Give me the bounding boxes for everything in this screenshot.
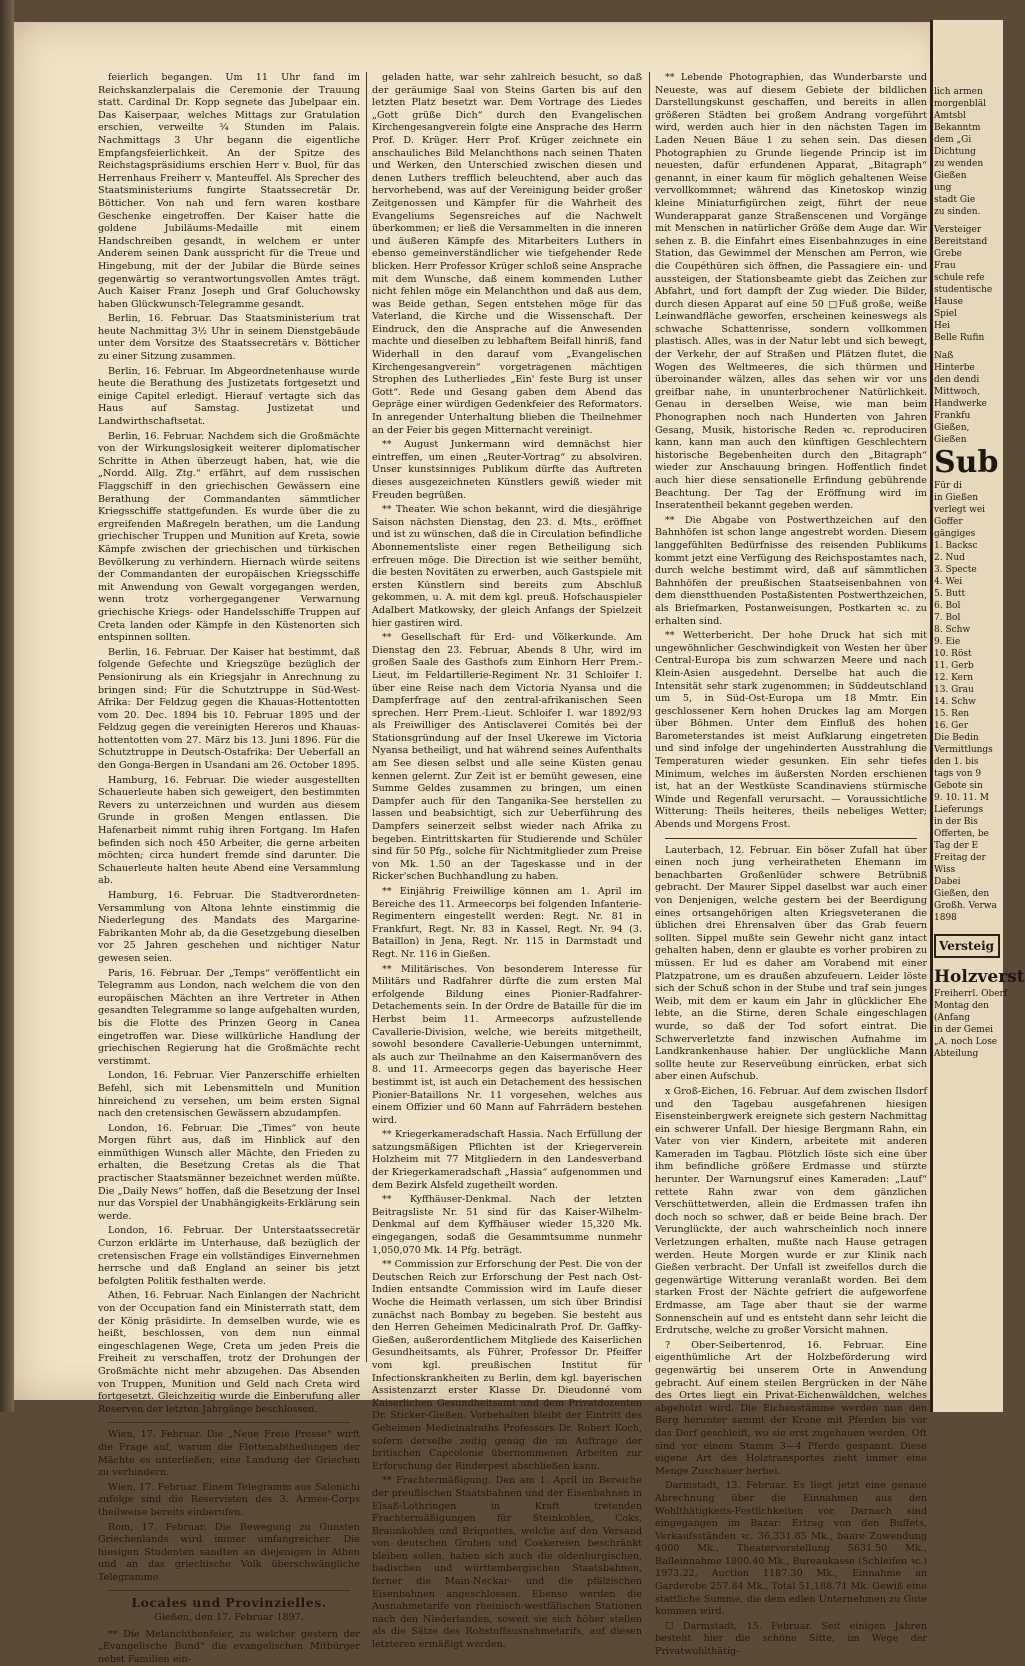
edge-box-heading: Versteig	[934, 934, 1000, 958]
edge-line: verlegt wei	[934, 505, 986, 515]
article-text: Wien, 17. Februar. Einem Telegramm aus Salonichi zufolge sind die Reservisten des 3. Armee-Corps theilweise bereits einberufen.	[98, 1481, 360, 1518]
column-1	[98, 72, 360, 1665]
edge-line: 5. Butt	[934, 589, 966, 599]
edge-line: Vermittlungs	[934, 745, 993, 755]
edge-line: 9. Eie	[934, 637, 961, 647]
section-divider	[108, 1422, 350, 1423]
edge-line: zu sinden.	[934, 207, 981, 217]
edge-line: 1898	[934, 913, 957, 923]
article-text: geladen hatte, war sehr zahlreich besucht, so daß der geräumige Saal von Steins Garten bis auf den letzten Platz besetzt war. Dem Vortrage des Liedes „Gott grüße Dich“ durch den Evangelischen Kirchengesangverein folgte eine Ansprache des Herrn Prof. D. Krüger. Herr Prof. Krüger zeichnete ein anschauliches Bild Melanchthons nach seinen Thaten und Werken, den Unterschied zwischen diesen und denen Luthers trefflich beleuchtend, aber auch das hervorhebend, was auf der Vereinigung beider großer Zeitgenossen und Kämpfer für die Wahrheit des Evangeliums Segensreiches auf die Nachwelt überkommen; er ließ die Versammelten in die inneren und äußeren Kämpfe des Mitarbeiters Luthers in ebenso gemeinverständlicher wie tiefgehender Rede blicken. Herr Professor Krüger schloß seine Ansprache mit dem Wunsche, daß einem kommenden Luther nicht fehlen möge ein Melanchthon und daß aus dem, was Beide gethan, Segen entstehen möge für das Vaterland, die Kirche und die Wissenschaft. Der Eindruck, den die Ansprache auf die Anwesenden machte und dieselben zu lebhaftem Beifall hinriß, fand Widerhall in den darauf vom „Evangelischen Kirchengesangverein“ vorgetragenen mächtigen Strophen des Lutherliedes „Ein' feste Burg ist unser Gott“. Rede und Gesang gaben dem Abend das Gepräge einer würdigen Gedenkfeier des Reformators. In anregender Unterhaltung blieben die Theilnehmer an der Feier bis gegen Mitternacht vereinigt.	[372, 72, 642, 436]
column-3	[655, 72, 927, 1658]
edge-line: 12. Kern	[934, 673, 974, 683]
edge-line: Frankfu	[934, 411, 971, 421]
edge-line: Gießen,	[934, 423, 970, 433]
article-text: Paris, 16. Februar. Der „Temps“ veröffentlicht ein Telegramm aus London, nach welchem die von den europäischen Mächten an ihre Vertreter in Athen gesandten Telegramme so lange aufgehalten wurden, bis die Flotte des Prinzen Georg in Canea eingetroffen war. Diese willkürliche Handlung der griechischen Regierung hat die Großmächte recht verstimmt.	[98, 967, 360, 1067]
edge-line: Gießen, den	[934, 889, 990, 899]
article-text: feierlich begangen. Um 11 Uhr fand im Reichskanzlerpalais die Ceremonie der Trauung statt. Cardinal Dr. Kopp segnete das Jubelpaar ein. Das Kaiserpaar, welches Mittags zur Gratulation erschien, verweilte ¾ Stunden im Palais. Nachmittags 3 Uhr begann die eigentliche Empfangsfeierlichkeit. An der Spitze des Reichstagspräsidiums erschien Herr v. Buol, für das Herrenhaus Freiherr v. Manteuffel. Als Sprecher des Staatsministeriums fungirte Staatssecretär Dr. Bötticher. Von nah und fern waren kostbare Geschenke eingetroffen. Der Kaiser hatte die goldene Jubiläums-Medaille mit einem Handschreiben gesandt, in welchem er unter Anderem seinen Dank ausspricht für die Treue und Hingebung, mit der der Jubilar die Bürde seines gegenwärtig so verantwortungsvollen Amtes trägt. Auch Kaiser Franz Joseph und Graf Goluchowsky haben Glückwunsch-Telegramme gesandt.	[98, 72, 360, 310]
edge-line: Amtsbl	[934, 111, 966, 121]
article-text: Berlin, 16. Februar. Nachdem sich die Großmächte von der Wirkungslosigkeit weiterer diplomatischer Schritte in Athen überzeugt haben, hat, wie die „Nordd. Allg. Ztg.“ erfährt, auf dem russischen Flaggschiff in den griechischen Gewässern eine Berathung der Commandanten sämmtlicher Kriegsschiffe stattgefunden. Es wurde über die zu ergreifenden Maßregeln berathen, um die Landung griechischer Truppen und Munition auf Kreta, sowie Kämpfe zwischen der griechischen und türkischen Bevölkerung zu verhindern. Hiernach würde seitens der Commandanten der europäischen Kriegsschiffe mit Anwendung von Gewalt vorgegangen werden, wenn trotz vorhergegangener Verwarnung griechische Kriegs- oder Handelsschiffe Truppen auf Creta landen oder Kämpfe in den Küstenorten sich entspinnen sollten.	[98, 430, 360, 644]
article-text: Athen, 16. Februar. Nach Einlangen der Nachricht von der Occupation fand ein Ministerrath statt, dem der König präsidirte. In demselben wurde, wie es heißt, beschlossen, von dem nun einmal eingeschlagenen Wege, Creta um jeden Preis die Freiheit zu verschaffen, trotz der Drohungen der Großmächte nicht mehr abzugehen. Das Absenden von Truppen, Munition und Geld nach Creta wird fortgesetzt. Gleichzeitig wurde die Einberufung aller Reserven der letzten Jahrgänge beschlossen.	[98, 1290, 360, 1415]
edge-line: Bereitstand	[934, 237, 988, 247]
edge-line: in der Gemei	[934, 1025, 994, 1035]
edge-line: Montag den	[934, 1001, 989, 1011]
section-divider	[665, 838, 917, 839]
section-divider	[108, 1590, 350, 1591]
article-text: ** Kyffhäuser-Denkmal. Nach der letzten Beitragsliste Nr. 51 sind für das Kaiser-Wilhelm-Denkmal auf dem Kyffhäuser wieder 15,320 Mk. eingegangen, sodaß die Gesammtsumme nunmehr 1,050,070 Mk. 14 Pfg. beträgt.	[372, 1194, 642, 1256]
article-text: London, 16. Februar. Die „Times“ von heute Morgen führt aus, daß im Hinblick auf den einmüthigen Wunsch aller Mächte, den Frieden zu erhalten, die Besetzung Cretas als die That practischer Staatsmänner bezeichnet werden müßte. Die „Daily News“ hoffen, daß die Besetzung der Insel nur das Vorspiel der Unabhängigkeits-Erklärung sein werde.	[98, 1122, 360, 1222]
edge-line: 9. 10. 11. M	[934, 793, 990, 803]
article-text: ** Frachtermäßigung. Den am 1. April im Bereiche der preußischen Staatsbahnen und der Eisenbahnen in Elsaß-Lothringen in Kraft tretenden Frachtermäßigungen für Steinkohlen, Coks, Braunkohlen und Briquettes, welche auf den Versand von deutschen Gruben und Coakereien beschränkt bleiben sollen, haben sich auch die oldenburgischen, badischen und württembergischen Staatsbahnen, ferner die Main-Neckar- und die pfälzischen Eisenbahnen angeschlossen. Ebenso werden die Ausnahmetarife von rheinisch-westfälischen Stationen nach den Niederlanden, soweit sie sich höher stellen als die Sätze des Rohstoffausnahmetarifs, auf diesen letzteren ermäßigt werden.	[372, 1475, 642, 1651]
article-text: Hamburg, 16. Februar. Die wieder ausgestellten Schauerleute haben sich geweigert, den bestimmten Revers zu unterzeichnen und wurden aus diesem Grunde in großen Mengen entlassen. Die Hafenarbeit nimmt ruhig ihren Fortgang. Im Hafen befinden sich noch 450 Arbeiter, die gerne arbeiten möchten; circa hundert fremde sind darunter. Die Schauerleute halten heute Abend eine Versammlung ab.	[98, 774, 360, 887]
edge-line: (Anfang	[934, 1013, 971, 1023]
edge-line: Naß	[934, 351, 954, 361]
edge-line: Frau	[934, 261, 956, 271]
page-gutter	[0, 0, 14, 1412]
article-text: London, 16. Februar. Vier Panzerschiffe erhielten Befehl, sich mit Lebensmitteln und Munition hinreichend zu versehen, um beim ersten Signal nach den cretensischen Gewässern abzudampfen.	[98, 1070, 360, 1120]
edge-line: 4. Wei	[934, 577, 963, 587]
edge-line: tags von 9	[934, 769, 982, 779]
edge-line: zu wenden	[934, 159, 984, 169]
column-rule	[366, 72, 367, 1362]
edge-line: den 1. bis	[934, 757, 979, 767]
edge-line: 16. Ger	[934, 721, 968, 731]
edge-line: 2. Nud	[934, 553, 965, 563]
article-text: Berlin, 16. Februar. Der Kaiser hat bestimmt, daß folgende Gefechte und Kriegszüge bezüglich der Pensionirung als ein Kriegsjahr in Anrechnung zu bringen sind: Für die Schutztruppe in Süd-West-Afrika: Der Feldzug gegen die Khauas-Hottentotten vom 20. Dec. 1894 bis 10. Februar 1895 und der Feldzug gegen die vereinigten Hereros und Khauas-hottentotten vom 27. März bis 13. Juni 1896. Für die Schutztruppe in Deutsch-Ostafrika: Der Ueberfall an den Gonga-Bergen in Usandani am 26. October 1895.	[98, 646, 360, 772]
edge-line: Mittwoch,	[934, 387, 981, 397]
edge-line: schule refe	[934, 273, 985, 283]
edge-line: Goffer	[934, 517, 963, 527]
article-text: London, 16. Februar. Der Unterstaatssecretär Curzon erklärte im Unterhause, daß bezüglich der cretensischen Frage ein vollständiges Einvernehmen herrsche und daß England an seiner bis jetzt befolgten Politik festhalten werde.	[98, 1225, 360, 1287]
edge-line: Handwerke	[934, 399, 987, 409]
edge-heading: Sub	[934, 445, 999, 480]
edge-line: Gießen	[934, 171, 967, 181]
edge-line: Hinterbe	[934, 363, 975, 373]
article-text: x Groß-Eichen, 16. Februar. Auf dem zwischen Ilsdorf und den Tagebau ausgefahrenen hiesigen Eisensteinbergwerk ereignete sich gestern Nachmittag ein schwerer Unfall. Der hiesige Bergmann Rahn, ein Vater von vier Kindern, arbeitete mit anderen Kameraden im Tagbau. Plötzlich löste sich eine über ihm befindliche größere Erdmasse und stürzte herunter. Der Warnungsruf eines Kameraden: „Lauf“ rettete Rahn zwar von dem gänzlichen Verschüttetwerden, allein die Erdmassen trafen ihn doch noch so schwer, daß er beide Beine brach. Der Verunglückte, der auch wahrscheinlich noch innere Verletzungen erhalten, mußte nach Hause getragen werden. Heute Morgen wurde er zur Klinik nach Gießen verbracht. Der Unfall ist zweifellos durch die gegenwärtige Witterung veranlaßt worden. Bei dem starken Frost der Nächte gefriert die aufgeworfene Erdmasse, am Tage aber thaut sie der warme Sonnenschein auf und es entsteht dann sehr leicht die Erdrutsche, welche zu großer Vorsicht mahnen.	[655, 1085, 927, 1337]
edge-line: Bekanntm	[934, 123, 981, 133]
article-text: ☐ Darmstadt, 15. Februar. Seit einigen Jahren besteht hier die schöne Sitte, im Wege der Privatwohlthätig-	[655, 1620, 927, 1658]
article-text: Darmstadt, 13. Februar. Es liegt jetzt eine genaue Abrechnung über die Einnahmen aus den Wohlthätigkeits-Festlichkeiten vor. Darnach sind eingegangen im Bazar: Ertrag von den Buffets, Verkaufsständen ꝛc. 36,331.85 Mk., baare Zuwendung 4000 Mk., Theatervorstellung 5631.50 Mk., Balleinnahme 1800.40 Mk., Bureaukasse (Schleifen ꝛc.) 1973.22, Auction 1187.30 Mk., Einnahme an Garderobe 257.84 Mk., Total 51,188.71 Mk. Gewiß eine stattliche Summe, die dem edlen Unternehmen zu Gute kommen wird.	[655, 1480, 927, 1618]
edge-line: Die Bedin	[934, 733, 979, 743]
edge-line: in Gießen	[934, 493, 979, 503]
edge-line: gängiges	[934, 529, 976, 539]
edge-line: „A. noch Lose	[934, 1037, 998, 1047]
edge-line: den dendi	[934, 375, 980, 385]
edge-line: 14. Schw	[934, 697, 976, 707]
section-heading: Locales und Provinzielles.	[131, 1595, 327, 1611]
edge-line: Tag der E	[934, 841, 979, 851]
edge-line: Versteiger	[934, 225, 982, 235]
edge-line: 8. Schw	[934, 625, 971, 635]
edge-heading: Holzverst	[934, 967, 1025, 987]
edge-line: 11. Gerb	[934, 661, 974, 671]
article-text: ** Die Melanchthonfeier, zu welcher gestern der „Evangelische Bund“ die evangelischen Mitbürger nebst Familien ein-	[98, 1628, 360, 1665]
edge-line: Dichtung	[934, 147, 976, 157]
edge-line: Hei	[934, 321, 951, 331]
column-2	[372, 72, 642, 1651]
article-text: ** Gesellschaft für Erd- und Völkerkunde. Am Dienstag den 23. Februar, Abends 8 Uhr, wird im großen Saale des Gasthofs zum Einhorn Herr Prem.-Lieut. im Feldartillerie-Regiment Nr. 31 Schloifer I. über eine Reise nach dem Victoria Nyansa und die Dampferfrage auf den zentral-afrikanischen Seen sprechen. Herr Prem.-Lieut. Schloifer I. war 1892/93 als Freiwilliger des Antisclaverei Comités bei der Stationsgründung auf der Insel Ukerewe im Victoria Nyansa betheiligt, und hat während seines Aufenthalts am See diesen selbst und alle seine Küsten genau kennen gelernt. Zur Zeit ist er bemüht gewesen, eine Summe Geldes zusammen zu bringen, um einen Dampfer auch für den Tanganika-See herstellen zu lassen und beabsichtigt, sich zur Ueberführung des Dampfers seinerzeit selbst wieder nach Afrika zu begeben. Eintrittskarten für Studierende und Schüler sind für 50 Pfg., solche für Nichtmitglieder zum Preise von Mk. 1.50 an der Tageskasse und in der Ricker'schen Buchhandlung zu haben.	[372, 632, 642, 883]
edge-line: morgenbläl	[934, 99, 987, 109]
article-text: ? Ober-Seibertenrod, 16. Februar. Eine eigenthümliche Art der Holzbeförderung wird gegenwärtig bei unserem Orte in Anwendung gebracht. Auf einem steilen Bergrücken in der Nähe des Ortes liegt ein Privat-Eichenwäldchen, welches abgeholzt wird. Die Eichenstämme werden nun den Berg herunter sammt der Krone mit Pferden bis vor das Dorf geschleift, wo sie erst zugehauen werden. Oft sind vor einem Stamm 3—4 Pferde gespannt. Diese eigene Art des Holztransportes zieht immer eine Menge Zuschauer herbei.	[655, 1339, 927, 1477]
edge-line: 13. Grau	[934, 685, 974, 695]
edge-line: Dabei	[934, 877, 961, 887]
edge-line: Hause	[934, 297, 963, 307]
edge-line: Für di	[934, 481, 962, 491]
edge-line: Belle Rufin	[934, 333, 985, 343]
article-text: ** Wetterbericht. Der hohe Druck hat sich mit ungewöhnlicher Geschwindigkeit von Westen her über Central-Europa bis zum schwarzen Meere und nach Klein-Asien ausgedehnt. Derselbe hat auch die Intensität sehr stark zugenommen; in Süddeutschland um 5, in Süd-Ost-Europa um 18 Mmtr. Ein geschlossener Kern hohen Druckes lag am Morgen über Böhmen. Unter dem Einfluß des hohen Barometerstandes ist meist Aufklarung eingetreten und sind infolge der ungehinderten Ausstrahlung die Temperaturen wieder gesunken. Ein sehr tiefes Minimum, welches im äußersten Norden erschienen ist, hat an der Westküste Scandinaviens stürmische Winde und Regenfall verursacht. — Voraussichtliche Witterung: Theils heiteres, theils nebeliges Wetter; Abends und Morgens Frost.	[655, 630, 927, 831]
article-text: ** Theater. Wie schon bekannt, wird die diesjährige Saison nächsten Dienstag, den 23. d. Mts., eröffnet und ist zu wünschen, daß die in Circulation befindliche Abonnementsliste einer regen Betheiligung sich erfreuen möge. Die Direction ist wie seither bemüht, die besten Novitäten zu erwerben, auch Gastspiele mit ersten Künstlern sind bereits zum Abschluß gekommen, u. A. mit dem kgl. preuß. Hofschauspieler Adalbert Matkowsky, der gleich Anfangs der Spielzeit hier gastiren wird.	[372, 504, 642, 629]
article-text: Berlin, 16. Februar. Im Abgeordnetenhause wurde heute die Berathung des Justizetats fortgesetzt und einige Capitel erledigt. Hierauf vertagte sich das Haus auf Samstag. Justizetat und Landwirthschaftsetat.	[98, 365, 360, 428]
edge-line: lich armen	[934, 87, 983, 97]
edge-line: Freiherrl. Oberf	[934, 989, 1008, 999]
column-rule	[649, 72, 650, 1362]
edge-line: 10. Röst	[934, 649, 972, 659]
article-text: Hamburg, 16. Februar. Die Stadtverordneten-Versammlung von Altona lehnte einstimmig die Niederlegung des Mandats des Margarine-Fabrikanten Mohr ab, da die Gesetzgebung dieselben vor 25 Jahren geschehen und nichtiger Natur gewesen seien.	[98, 890, 360, 964]
article-text: ** Lebende Photographien, das Wunderbarste und Neueste, was auf diesem Gebiete der bildlichen Darstellungskunst geschaffen, und bereits in allen größeren Städten bei großem Andrang vorgeführt wird, werden auch hier in den nächsten Tagen im Laden Neuen Bäue 1 zu sehen sein. Das diesen Photographien zu Grunde liegende Princip ist im neuesten, dafür erfundenen Apparat, „Bitagraph“ genannt, in einer kaum für möglich gehaltenen Weise vervollkommnet; während das Kinetoskop winzig kleine Miniaturfigürchen zeigt, führt der neue Wunderapparat ganze Straßenscenen und Vorgänge mit Menschen in natürlicher Größe dem Auge dar. Wir sehen z. B. die Einfahrt eines Eisenbahnzuges in eine Station, das Gewimmel der Menschen am Perron, wie die Coupéthüren sich öffnen, die Passagiere ein- und aussteigen, der Stationsbeamte giebt das Zeichen zur Abfahrt, und fort dampft der Zug wieder. Die Bilder, durch diesen Apparat auf eine 50 □Fuß große, weiße Leinwandfläche geworfen, erscheinen keineswegs als schwache Schattenrisse, sondern vollkommen plastisch. Alles, was in der Natur lebt und sich bewegt, der Verkehr, der auf Straßen und Plätzen flutet, die Wogen des Weltmeeres, die sich thürmen und überoinander wälzen, alles das sehen wir vor uns greifbar nahe, in ununterbrochener Natürlichkeit. Genau in derselben Weise, wie man beim Phonographen noch nach Hunderten von Jahren Gesang, Musik, historische Reden ꝛc. reproduciren kann, kann man auch den künftigen Geschlechtern historische Begebenheiten durch den „Bitagraph“ wieder zur Anschauung bringen. Hoffentlich findet auch hier diese sensationelle Erfindung gebührende Beachtung. Der Tag der Eröffnung wird im Inseratentheil bekannt gegeben werden.	[655, 72, 927, 512]
article-text: ** Commission zur Erforschung der Pest. Die von der Deutschen Reich zur Erforschung der Pest nach Ost-Indien entsandte Commission wird im Laufe dieser Woche die Heimath verlassen, um sich über Brindisi zunächst nach Bombay zu begeben. Sie besteht aus den Herren Geheimen Medicinalrath Prof. Dr. Gaffky-Gießen, außerordentlichem Mitgliede des Kaiserlichen Gesundheitsamts, als Führer, Professor Dr. Pfeiffer vom kgl. preußischen Institut für Infectionskrankheiten zu Berlin, dem kgl. bayerischen Assistenzarzt erster Klasse Dr. Dieudonné vom Kaiserlichen Gesundheitsamt und dem Privatdozenten Dr. Sticker-Gießen. Vorbehalten bleibt der Eintritt des Geheimen Medicinalraths Professors Dr. Robert Koch, sofern derselbe zeitig genug die im Auftrage der britischen Capcolonie übernommenen Arbeiten zur Erforschung der Rinderpest abschließen kann.	[372, 1259, 642, 1472]
adjacent-page-text	[934, 86, 1025, 1060]
edge-line: Lieferungs	[934, 805, 984, 815]
edge-line: 1. Backsc	[934, 541, 978, 551]
edge-line: Grebe	[934, 249, 962, 259]
edge-line: studentische	[934, 285, 993, 295]
edge-line: 15. Ren	[934, 709, 970, 719]
article-text: ** August Junkermann wird demnächst hier eintreffen, um einen „Reuter-Vortrag“ zu absolviren. Unser kunstsinniges Publikum dürfte das Auftreten dieses ausgezeichneten Künstlers gewiß wieder mit Freuden begrüßen.	[372, 439, 642, 501]
edge-line: 7. Bol	[934, 613, 961, 623]
edge-line: Gießen	[934, 435, 967, 445]
article-text: ** Kriegerkameradschaft Hassia. Nach Erfüllung der satzungsmäßigen Pflichten ist der Kriegerverein Holzheim mit 77 Mitgliedern in den Landesverband der Kriegerkameradschaft „Hassia“ aufgenommen und dem Bezirk Alsfeld zugetheilt worden.	[372, 1129, 642, 1191]
article-text: Wien, 17. Februar. Die „Neue Freie Presse“ wirft die Frage auf, warum die Flottenabtheilungen der Mächte es unterließen, eine Landung der Griechen zu verhindern.	[98, 1429, 360, 1479]
edge-line: Offerten, be	[934, 829, 989, 839]
edge-line: 6. Bol	[934, 601, 961, 611]
article-text: Berlin, 16. Februar. Das Staatsministerium trat heute Nachmittag 3½ Uhr in seinem Dienstgebäude unter dem Vorsitze des Staatssecretärs v. Bötticher zu einer Sitzung zusammen.	[98, 313, 360, 363]
edge-line: Großh. Verwa	[934, 901, 997, 911]
edge-line: ung	[934, 183, 952, 193]
section-dateline: Gießen, den 17. Februar 1897.	[154, 1612, 304, 1624]
edge-line: Freitag der	[934, 853, 986, 863]
edge-line: Gebote sin	[934, 781, 983, 791]
edge-line: in der Bis	[934, 817, 978, 827]
article-text: Rom, 17. Februar. Die Bewegung zu Gunsten Griechenlands wird immer umfangreicher. Die hiesigen Studenten sandten an diejenigen in Athen und an das griechische Volk überschwängliche Telegramme.	[98, 1521, 360, 1583]
edge-line: Wiss	[934, 865, 956, 875]
edge-line: 3. Specte	[934, 565, 977, 575]
edge-line: Abteilung	[934, 1049, 979, 1059]
article-text: ** Die Abgabe von Postwerthzeichen auf den Bahnhöfen ist schon lange angestrebt worden. Diesem langgefühlten Bedürfnisse des reisenden Publikums kommt jetzt eine Verfügung des Reichspostamtes nach, durch welche bestimmt wird, daß auf sämmtlichen Bahnhöfen der preußischen Staatseisenbahnen von dem dienstthuenden Postaßistenten Postwerthzeichen, als Briefmarken, Postanweisungen, Postkarten ꝛc. zu erhalten sind.	[655, 514, 927, 627]
article-text: ** Militärisches. Von besonderem Interesse für Militärs und Radfahrer dürfte die zum ersten Mal erfolgende Bildung eines Pionier-Radfahrer-Detachements sein. In der Ordre de Bataille für die im Herbst beim 11. Armeecorps aufzustellende Cavallerie-Division, welche, wie bereits mitgetheilt, sowohl besondere Cavallerie-Uebungen unternimmt, als auch zur Theilnahme an den Kaisermanövern des 8. und 11. Armeecorps gegen das bayerische Heer bestimmt ist, ist auch ein Detachement des hessischen Pionier-Bataillons Nr. 11 vorgesehen, welches aus einem Offizier und 60 Mann auf Fahrrädern bestehen wird.	[372, 963, 642, 1126]
article-text: ** Einjährig Freiwillige können am 1. April im Bereiche des 11. Armeecorps bei folgenden Infanterie-Regimentern eingestellt werden: Regt. Nr. 81 in Frankfurt, Regt. Nr. 83 in Kassel, Regt. Nr. 94 (3. Bataillon) in Jena, Regt. Nr. 115 in Darmstadt und Regt. Nr. 116 in Gießen.	[372, 886, 642, 960]
edge-line: stadt Gie	[934, 195, 976, 205]
edge-line: Spiel	[934, 309, 958, 319]
edge-line: dem „Gi	[934, 135, 972, 145]
article-text: Lauterbach, 12. Februar. Ein böser Zufall hat über einen noch jung verheiratheten Ehemann im benachbarten Großenlüder schwere Betrübniß gebracht. Der Maurer Sippel daselbst war auch einer von Denjenigen, welche gestern bei der Beerdigung eines ortsangehörigen alten Kriegsveteranen die üblichen drei Ehrensalven über das Grab feuern sollten. Sippel mußte sein Gewehr nicht ganz intact gehalten haben, denn er glaubte es vorher probiren zu müssen. Er lud es daher am Vorabend mit einer Platzpatrone, um es draußen abzufeuern. Leider löste sich der Schuß schon in der Stube und traf sein junges Weib, mit dem er kaum ein Jahr in glücklicher Ehe lebte, an die Stirne, deren Schale eingeschlagen wurde, so daß der Tod sofort eintrat. Die Schwerverletzte fand inzwischen Aufnahme im Landkrankenhause hahier. Der unglückliche Mann sollte heute zur Reserveübung einrücken, erbat sich aber einen Aufschub.	[655, 844, 927, 1083]
